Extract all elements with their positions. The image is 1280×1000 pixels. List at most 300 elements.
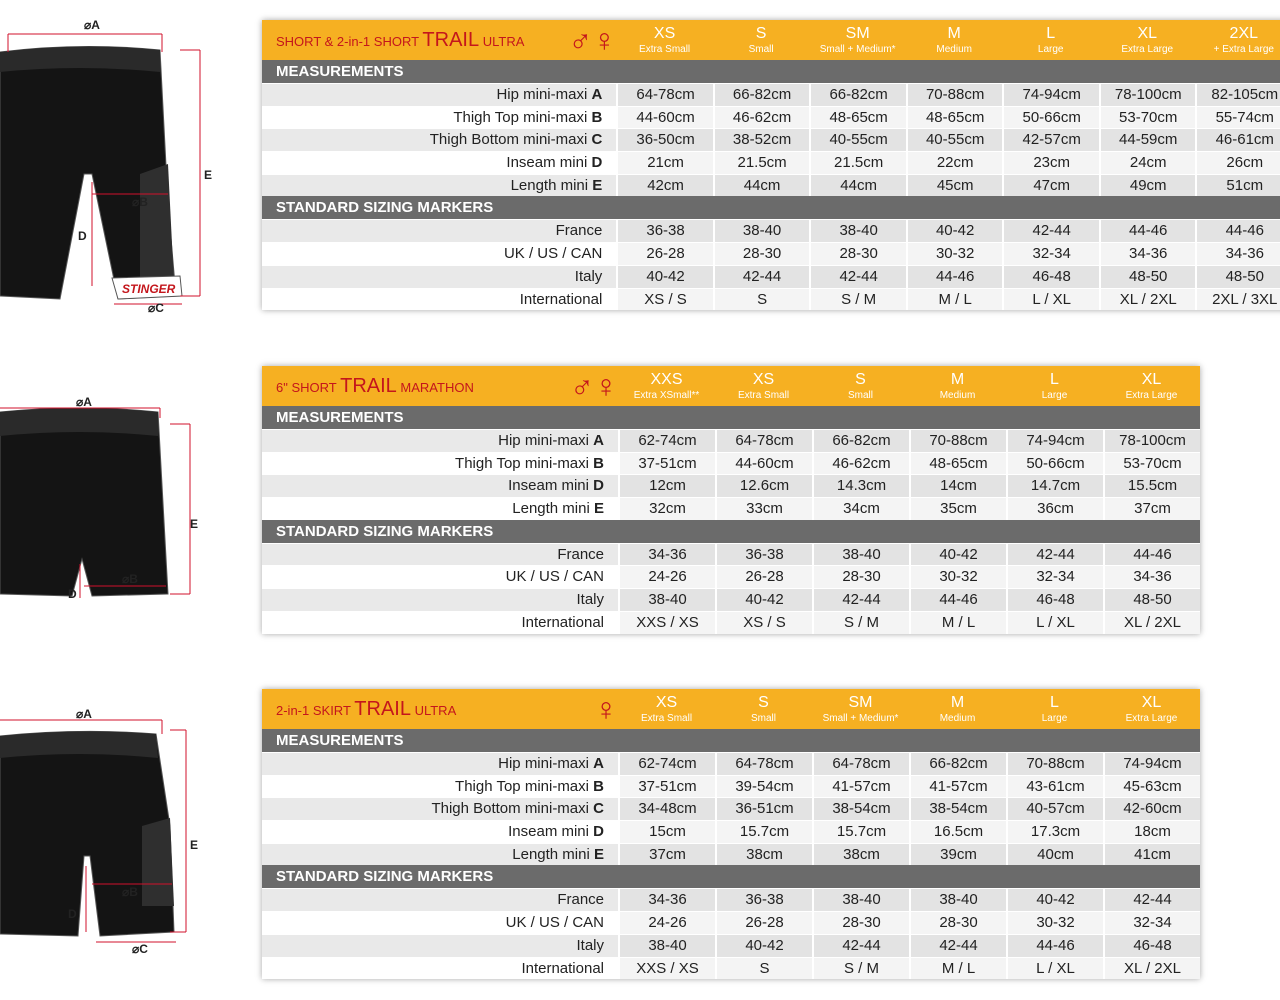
- table-cell: 42-44: [1002, 220, 1099, 242]
- gender-icon: ♂♀: [570, 368, 618, 404]
- table-cell: 36-51cm: [715, 798, 812, 820]
- table-cell: L / XL: [1002, 289, 1099, 311]
- size-code: M: [950, 371, 965, 388]
- size-description: Extra Large: [1125, 390, 1178, 401]
- size-column-header: [1103, 689, 1200, 729]
- size-column-header: [909, 366, 1006, 406]
- table-cell: 28-30: [909, 912, 1006, 934]
- table-cell: 34-36: [1099, 243, 1196, 265]
- size-code: XL: [1137, 25, 1158, 42]
- size-code: S: [755, 25, 767, 42]
- row-label-text: Length mini: [512, 500, 594, 518]
- table-cell: 44-59cm: [1099, 129, 1196, 151]
- row-label: [262, 266, 616, 288]
- table-cell: 66-82cm: [809, 84, 906, 106]
- product-title-prefix: SHORT & 2-in-1 SHORT: [276, 34, 423, 49]
- table-cell: 64-78cm: [715, 753, 812, 775]
- row-label-text: Length mini: [512, 845, 594, 863]
- row-label-text: France: [557, 891, 604, 909]
- size-description: Large: [1041, 713, 1068, 724]
- gender-icon: ♂♀: [568, 22, 617, 58]
- row-label: [262, 430, 618, 452]
- row-label: [262, 475, 618, 497]
- table-cell: 28-30: [812, 566, 909, 588]
- table-cell: 40-42: [715, 935, 812, 957]
- table-cell: 38cm: [715, 844, 812, 866]
- table-cell: 44-46: [1103, 544, 1200, 566]
- table-cell: 21.5cm: [713, 152, 810, 174]
- size-description: Large: [1037, 44, 1064, 55]
- table-cell: 47cm: [1002, 175, 1099, 197]
- row-label: [262, 844, 618, 866]
- table-cell: 21.5cm: [809, 152, 906, 174]
- table-cell: 70-88cm: [906, 84, 1003, 106]
- table-cell: 44-46: [1006, 935, 1103, 957]
- size-description: Medium: [936, 44, 972, 55]
- table-cell: XL / 2XL: [1103, 612, 1200, 634]
- size-description: Medium: [939, 390, 976, 401]
- row-label: [262, 935, 618, 957]
- row-label-text: Thigh Top mini-maxi: [455, 454, 594, 472]
- table-cell: 43-61cm: [1006, 776, 1103, 798]
- product-title-suffix: MARATHON: [396, 380, 474, 395]
- row-label-text: Hip mini-maxi: [498, 755, 594, 772]
- table-cell: 40-42: [616, 266, 713, 288]
- table-row: [262, 497, 1200, 520]
- table-cell: 40-42: [715, 589, 812, 611]
- table-cell: M / L: [909, 612, 1006, 634]
- dim-label-e: E: [204, 168, 213, 182]
- row-label: [262, 776, 618, 798]
- table-cell: 28-30: [812, 912, 909, 934]
- table-cell: 21cm: [616, 152, 713, 174]
- row-label: [262, 220, 616, 242]
- table-cell: S: [713, 289, 810, 311]
- table-row: [262, 820, 1200, 843]
- size-column-header: [1196, 20, 1280, 60]
- table-cell: 32-34: [1006, 566, 1103, 588]
- size-code: L: [1050, 694, 1059, 711]
- table-cell: 38-40: [618, 589, 715, 611]
- brand-text: STINGER: [122, 282, 176, 296]
- table-cell: 66-82cm: [812, 430, 909, 452]
- table-cell: 34-48cm: [618, 798, 715, 820]
- table-cell: 39cm: [909, 844, 1006, 866]
- table-cell: 34-36: [618, 544, 715, 566]
- row-label-text: Inseam mini: [506, 154, 592, 172]
- table-cell: 34-36: [1195, 243, 1280, 265]
- table-cell: 15.5cm: [1103, 475, 1200, 497]
- table-cell: 24-26: [618, 912, 715, 934]
- table-cell: 12cm: [618, 475, 715, 497]
- table-row: [262, 797, 1200, 820]
- table-cell: 2XL / 3XL: [1195, 289, 1280, 311]
- table-row: [262, 611, 1200, 634]
- table-cell: 42-44: [812, 589, 909, 611]
- size-code: XS: [752, 371, 775, 388]
- table-cell: 30-32: [906, 243, 1003, 265]
- table-cell: 41-57cm: [909, 776, 1006, 798]
- size-description: + Extra Large: [1213, 44, 1274, 55]
- short-trail-ultra-illustration: [0, 14, 240, 314]
- table-cell: 15cm: [618, 821, 715, 843]
- table-cell: 42-44: [909, 935, 1006, 957]
- short-trail-marathon-illustration: [0, 394, 240, 614]
- table-cell: 35cm: [909, 498, 1006, 520]
- dim-label-e: E: [190, 838, 199, 852]
- table-cell: 74-94cm: [1002, 84, 1099, 106]
- size-code: L: [1050, 371, 1059, 388]
- size-code: S: [758, 694, 769, 711]
- table-cell: 14cm: [909, 475, 1006, 497]
- table-cell: 30-32: [909, 566, 1006, 588]
- size-table-short-trail-ultra: [262, 20, 1280, 310]
- table-cell: 44-60cm: [616, 107, 713, 129]
- table-cell: XL / 2XL: [1103, 958, 1200, 980]
- size-column-header: [1002, 20, 1099, 60]
- row-label-text: France: [555, 222, 603, 240]
- table-cell: 42-44: [809, 266, 906, 288]
- row-label-text: Thigh Top mini-maxi: [453, 108, 592, 126]
- table-cell: 46-48: [1006, 589, 1103, 611]
- row-letter: A: [593, 755, 604, 772]
- table-row: [262, 934, 1200, 957]
- table-row: [262, 288, 1280, 311]
- table-cell: 14.7cm: [1006, 475, 1103, 497]
- table-cell: 18cm: [1103, 821, 1200, 843]
- table-cell: 32-34: [1103, 912, 1200, 934]
- table-cell: 78-100cm: [1103, 430, 1200, 452]
- dim-label-a: ⌀A: [84, 18, 100, 32]
- size-description: Small + Medium*: [822, 713, 899, 724]
- row-label-text: UK / US / CAN: [505, 914, 604, 932]
- product-title: [262, 366, 618, 406]
- gender-icon: ♀: [594, 691, 618, 727]
- row-label: [262, 889, 618, 911]
- row-label-text: Thigh Bottom mini-maxi: [429, 131, 592, 149]
- product-title-line: TRAIL: [422, 29, 480, 51]
- product-title-suffix: ULTRA: [479, 34, 525, 49]
- table-cell: 55-74cm: [1195, 107, 1280, 129]
- table-cell: 42-44: [1006, 544, 1103, 566]
- table-cell: 42-44: [1103, 889, 1200, 911]
- table-cell: 37cm: [618, 844, 715, 866]
- skirt-trail-ultra-illustration: [0, 706, 240, 956]
- row-label: [262, 243, 616, 265]
- row-label-text: International: [521, 959, 604, 977]
- size-code: M: [950, 694, 965, 711]
- size-column-header: [715, 366, 812, 406]
- table-header: [262, 20, 1280, 60]
- table-header: [262, 366, 1200, 406]
- table-cell: 38-54cm: [909, 798, 1006, 820]
- table-cell: 40-42: [1006, 889, 1103, 911]
- row-label: [262, 84, 616, 106]
- row-letter: A: [591, 86, 603, 103]
- table-cell: 44cm: [809, 175, 906, 197]
- table-cell: 42cm: [616, 175, 713, 197]
- table-cell: 46-48: [1103, 935, 1200, 957]
- table-cell: 62-74cm: [618, 430, 715, 452]
- dim-label-a: ⌀A: [76, 395, 92, 409]
- table-cell: 50-66cm: [1006, 453, 1103, 475]
- table-cell: 32-34: [1002, 243, 1099, 265]
- table-cell: 48-50: [1099, 266, 1196, 288]
- row-label-text: International: [521, 613, 604, 631]
- table-cell: M / L: [906, 289, 1003, 311]
- table-cell: 30-32: [1006, 912, 1103, 934]
- row-label-text: Length mini: [510, 176, 593, 194]
- row-label: [262, 289, 616, 311]
- table-cell: 70-88cm: [909, 430, 1006, 452]
- table-cell: 48-65cm: [906, 107, 1003, 129]
- size-column-header: [618, 689, 715, 729]
- dim-label-d: D: [68, 907, 77, 921]
- table-cell: 24-26: [618, 566, 715, 588]
- size-description: Small: [748, 44, 774, 55]
- table-cell: 12.6cm: [715, 475, 812, 497]
- table-cell: 32cm: [618, 498, 715, 520]
- size-column-header: [1103, 366, 1200, 406]
- table-cell: 39-54cm: [715, 776, 812, 798]
- table-cell: 36-50cm: [616, 129, 713, 151]
- table-cell: 44-46: [909, 589, 1006, 611]
- table-cell: 37-51cm: [618, 453, 715, 475]
- table-row: [262, 219, 1280, 242]
- size-table-skirt-trail-ultra: [262, 689, 1200, 979]
- table-cell: 38-54cm: [812, 798, 909, 820]
- dim-label-a: ⌀A: [76, 707, 92, 721]
- row-label-text: Thigh Top mini-maxi: [455, 777, 594, 795]
- table-cell: 45-63cm: [1103, 776, 1200, 798]
- dim-label-b: ⌀B: [122, 885, 138, 899]
- table-cell: S / M: [809, 289, 906, 311]
- row-letter: B: [591, 108, 603, 126]
- size-column-header: [812, 366, 909, 406]
- size-column-header: [1006, 366, 1103, 406]
- row-label-text: International: [519, 290, 603, 308]
- row-label: [262, 152, 616, 174]
- size-column-header: [1099, 20, 1196, 60]
- table-cell: 15.7cm: [715, 821, 812, 843]
- table-row: [262, 843, 1200, 866]
- row-label: [262, 912, 618, 934]
- table-cell: 44-46: [1195, 220, 1280, 242]
- row-label: [262, 175, 616, 197]
- table-row: [262, 429, 1200, 452]
- table-cell: 48-50: [1195, 266, 1280, 288]
- size-description: Medium: [939, 713, 976, 724]
- table-cell: 40-42: [909, 544, 1006, 566]
- row-letter: D: [591, 154, 603, 172]
- table-row: [262, 588, 1200, 611]
- table-cell: 50-66cm: [1002, 107, 1099, 129]
- table-cell: S / M: [812, 958, 909, 980]
- table-cell: 40-42: [906, 220, 1003, 242]
- table-cell: 46-61cm: [1195, 129, 1280, 151]
- table-cell: 26-28: [616, 243, 713, 265]
- size-code: L: [1046, 25, 1056, 42]
- dim-label-b: ⌀B: [122, 572, 138, 586]
- table-row: [262, 128, 1280, 151]
- row-label-text: France: [557, 545, 604, 563]
- table-cell: 38-52cm: [713, 129, 810, 151]
- table-row: [262, 265, 1280, 288]
- size-column-header: [618, 366, 715, 406]
- table-cell: 36-38: [715, 544, 812, 566]
- product-title-prefix: 6" SHORT: [276, 380, 341, 395]
- row-letter: D: [593, 477, 604, 495]
- size-code: XL: [1141, 371, 1162, 388]
- table-cell: 66-82cm: [909, 753, 1006, 775]
- row-label: [262, 753, 618, 775]
- row-label-text: UK / US / CAN: [503, 245, 603, 263]
- table-row: [262, 752, 1200, 775]
- table-cell: 64-78cm: [715, 430, 812, 452]
- row-letter: B: [593, 454, 604, 472]
- row-label: [262, 589, 618, 611]
- table-cell: 48-65cm: [909, 453, 1006, 475]
- table-row: [262, 106, 1280, 129]
- table-cell: 40-55cm: [809, 129, 906, 151]
- table-cell: 36-38: [616, 220, 713, 242]
- size-column-header: [909, 689, 1006, 729]
- size-description: Small: [750, 713, 776, 724]
- table-row: [262, 242, 1280, 265]
- table-cell: 42-44: [812, 935, 909, 957]
- table-row: [262, 452, 1200, 475]
- table-cell: 38-40: [909, 889, 1006, 911]
- table-cell: 74-94cm: [1103, 753, 1200, 775]
- table-cell: 64-78cm: [812, 753, 909, 775]
- table-cell: 40-55cm: [906, 129, 1003, 151]
- table-cell: 14.3cm: [812, 475, 909, 497]
- row-letter: A: [593, 432, 604, 449]
- table-cell: 38cm: [812, 844, 909, 866]
- table-cell: 49cm: [1099, 175, 1196, 197]
- row-letter: E: [592, 176, 603, 194]
- table-cell: 37cm: [1103, 498, 1200, 520]
- row-letter: D: [593, 823, 604, 841]
- product-title-suffix: ULTRA: [410, 703, 457, 718]
- size-code: S: [855, 371, 866, 388]
- section-title: MEASUREMENTS: [262, 729, 1200, 752]
- size-description: Extra Small: [737, 390, 790, 401]
- table-cell: 28-30: [809, 243, 906, 265]
- table-cell: 41cm: [1103, 844, 1200, 866]
- row-label-text: Italy: [574, 267, 603, 285]
- row-label: [262, 107, 616, 129]
- table-cell: 46-62cm: [812, 453, 909, 475]
- table-cell: 44-60cm: [715, 453, 812, 475]
- table-cell: L / XL: [1006, 958, 1103, 980]
- table-cell: 22cm: [906, 152, 1003, 174]
- size-code: SM: [848, 694, 873, 711]
- size-code: 2XL: [1229, 25, 1259, 42]
- table-cell: 17.3cm: [1006, 821, 1103, 843]
- size-column-header: [906, 20, 1003, 60]
- table-cell: 44-46: [1099, 220, 1196, 242]
- table-cell: 37-51cm: [618, 776, 715, 798]
- table-row: [262, 775, 1200, 798]
- table-cell: 42-57cm: [1002, 129, 1099, 151]
- size-description: Large: [1041, 390, 1068, 401]
- size-code: M: [947, 25, 961, 42]
- section-title: MEASUREMENTS: [262, 406, 1200, 429]
- section-title: STANDARD SIZING MARKERS: [262, 520, 1200, 543]
- dim-label-d: D: [68, 587, 77, 601]
- table-row: [262, 474, 1200, 497]
- row-label-text: Hip mini-maxi: [496, 86, 592, 103]
- size-code: XXS: [650, 371, 683, 388]
- table-cell: 46-62cm: [713, 107, 810, 129]
- table-row: [262, 957, 1200, 980]
- product-title-prefix: 2-in-1 SKIRT: [276, 703, 355, 718]
- row-label: [262, 566, 618, 588]
- table-cell: 51cm: [1195, 175, 1280, 197]
- table-cell: 34cm: [812, 498, 909, 520]
- row-letter: C: [593, 800, 604, 818]
- table-cell: L / XL: [1006, 612, 1103, 634]
- table-cell: 40cm: [1006, 844, 1103, 866]
- table-cell: 38-40: [713, 220, 810, 242]
- table-cell: 23cm: [1002, 152, 1099, 174]
- table-cell: 33cm: [715, 498, 812, 520]
- size-table-short-trail-marathon: [262, 366, 1200, 634]
- size-code: SM: [845, 25, 870, 42]
- table-header: [262, 689, 1200, 729]
- table-cell: 42-44: [713, 266, 810, 288]
- table-row: [262, 543, 1200, 566]
- table-cell: 34-36: [1103, 566, 1200, 588]
- table-cell: 36-38: [715, 889, 812, 911]
- table-cell: S / M: [812, 612, 909, 634]
- row-label: [262, 129, 616, 151]
- row-label-text: Inseam mini: [508, 823, 594, 841]
- section-title: STANDARD SIZING MARKERS: [262, 196, 1280, 219]
- table-cell: 26cm: [1195, 152, 1280, 174]
- dim-label-c: ⌀C: [132, 942, 148, 956]
- table-cell: 26-28: [715, 566, 812, 588]
- table-cell: 45cm: [906, 175, 1003, 197]
- size-column-header: [715, 689, 812, 729]
- size-column-header: [713, 20, 810, 60]
- table-cell: 82-105cm: [1195, 84, 1280, 106]
- table-cell: 78-100cm: [1099, 84, 1196, 106]
- table-cell: 41-57cm: [812, 776, 909, 798]
- section-title: MEASUREMENTS: [262, 60, 1280, 83]
- row-label-text: Thigh Bottom mini-maxi: [431, 800, 594, 818]
- size-column-header: [809, 20, 906, 60]
- dim-label-d: D: [78, 229, 87, 243]
- size-description: Extra Large: [1125, 713, 1178, 724]
- product-title-line: TRAIL: [340, 375, 397, 397]
- row-label-text: Italy: [576, 936, 604, 954]
- table-row: [262, 565, 1200, 588]
- product-title-line: TRAIL: [354, 698, 411, 720]
- size-column-header: [1006, 689, 1103, 729]
- table-cell: 38-40: [809, 220, 906, 242]
- table-cell: 74-94cm: [1006, 430, 1103, 452]
- row-label: [262, 798, 618, 820]
- table-cell: 44cm: [713, 175, 810, 197]
- size-description: Extra Large: [1121, 44, 1174, 55]
- row-label-text: UK / US / CAN: [505, 568, 604, 586]
- table-cell: 48-65cm: [809, 107, 906, 129]
- row-label: [262, 453, 618, 475]
- table-cell: 70-88cm: [1006, 753, 1103, 775]
- row-letter: B: [593, 777, 604, 795]
